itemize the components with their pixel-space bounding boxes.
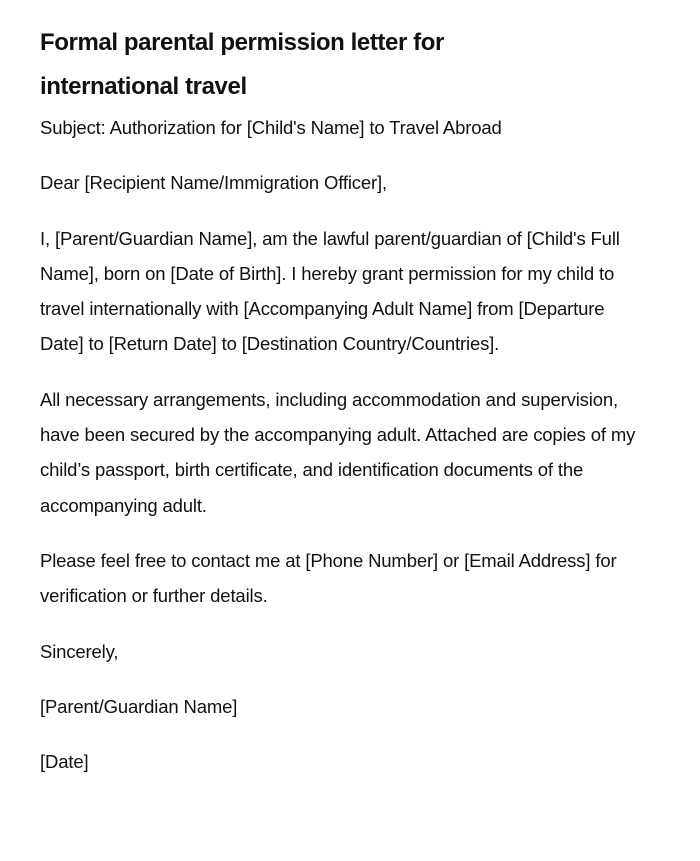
closing: Sincerely, <box>40 640 119 662</box>
signature-name: [Parent/Guardian Name] <box>40 695 238 717</box>
body-paragraph-permission: I, [Parent/Guardian Name], am the lawful parent/guardian of [Child's Full Name], born on [Date of Birth]. I hereby grant permission for my child to travel internationally with [Accompanying Adult Name] from [Departure Date] to [Return Date] to [Destination Country/Countries]. <box>40 227 620 355</box>
body-paragraph-contact: Please feel free to contact me at [Phone Number] or [Email Address] for verification or further details. <box>40 549 617 607</box>
subject-line: Subject: Authorization for [Child's Name] to Travel Abroad <box>40 117 502 138</box>
signature-date: [Date] <box>40 751 89 773</box>
document-title: Formal parental permission letter for international travel <box>40 29 444 100</box>
salutation: Dear [Recipient Name/Immigration Officer], <box>40 172 388 194</box>
body-paragraph-arrangements: All necessary arrangements, including accommodation and supervision, have been secured by the accompanying adult. Attached are copies of my child’s passport, birth certificate, and identification documents of the accompanying adult. <box>40 388 636 516</box>
